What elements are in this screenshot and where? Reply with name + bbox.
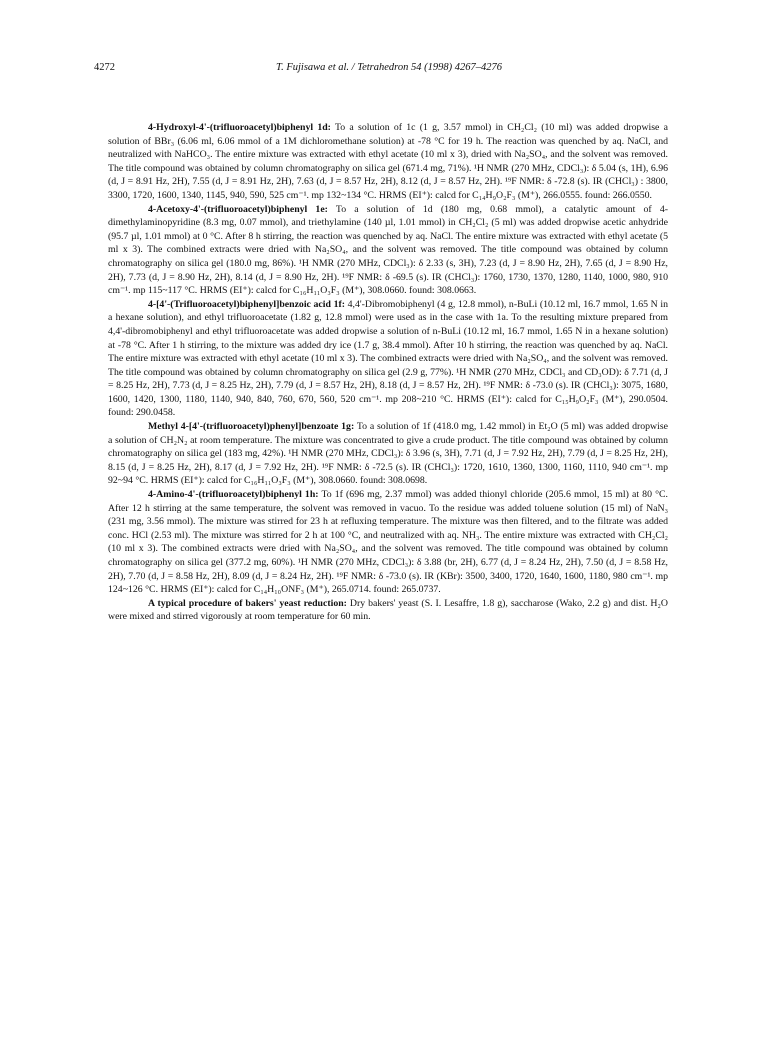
compound-heading: 4-Hydroxyl-4'-(trifluoroacetyl)biphenyl 1d:: [148, 122, 331, 133]
paragraph-text: To 1f (696 mg, 2.37 mmol) was added thionyl chloride (205.6 mmol, 15 ml) at 80 °C. After 12 h stirring at the same temperature, the solvent was removed in vacuo. To the residue was added toluene solution (15 ml) of NaN₃ (231 mg, 3.56 mmol). The mixture was stirred for 23 h at refluxing temperature. The mixture was then filtered, and to the filtrate was added conc. HCl (2.53 ml). The mixture was stirred for 2 h at 100 °C, and neutralized with aq. NH₃. The entire mixture was extracted with CH₂Cl₂ (10 ml x 3). The combined extracts were dried with Na₂SO₄, and the solvent was removed. The title compound was obtained by column chromatography on silica gel (377.2 mg, 60%). ¹H NMR (270 MHz, CDCl₃): δ 3.88 (br, 2H), 6.77 (d, J = 8.24 Hz, 2H), 7.50 (d, J = 8.58 Hz, 2H), 7.70 (d, J = 8.58 Hz, 2H), 8.09 (d, J = 8.24 Hz, 2H). ¹⁹F NMR: δ -73.0 (s). IR (KBr): 3500, 3400, 1720, 1640, 1600, 1180, 980 cm⁻¹. mp 124~126 °C. HRMS (EI⁺): calcd for C₁₄H₁₀ONF₃ (M⁺), 265.0714. found: 265.0737.: [108, 489, 668, 596]
paragraph-1g: [108, 420, 668, 488]
paragraph-1e: [108, 203, 668, 298]
paragraph-1h: [108, 488, 668, 597]
paragraph-1f: [108, 298, 668, 420]
compound-heading: 4-Acetoxy-4'-(trifluoroacetyl)biphenyl 1e:: [148, 203, 328, 215]
page-number: 4272: [94, 62, 115, 73]
running-head: T. Fujisawa et al. / Tetrahedron 54 (1998) 4267–4276: [276, 62, 502, 73]
compound-heading: 4-Amino-4'-(trifluoroacetyl)biphenyl 1h:: [148, 489, 319, 501]
paragraph-text: To a solution of 1d (180 mg, 0.68 mmol), a catalytic amount of 4-dimethylaminopyridine (8.3 mg, 0.07 mmol), and triethylamine (140 µl, 1.01 mmol) in CH₂Cl₂ (5 ml) was added dropwise acetic anhydride (95.7 µl, 1.01 mmol) at 0 °C. After 8 h stirring, the reaction was quenched by aq. NaCl. The entire mixture was extracted with ethyl acetate (5 ml x 3). The combined extracts were dried with Na₂SO₄, and the solvent was removed. The title compound was obtained by column chromatography on silica gel (180.0 mg, 86%). ¹H NMR (270 MHz, CDCl₃): δ 2.33 (s, 3H), 7.23 (d, J = 8.90 Hz, 2H), 7.65 (d, J = 8.90 Hz, 2H), 7.73 (d, J = 8.90 Hz, 2H), 8.14 (d, J = 8.90 Hz, 2H). ¹⁹F NMR: δ -69.5 (s). IR (CHCl₃): 1760, 1730, 1370, 1280, 1140, 1000, 980, 910 cm⁻¹. mp 115~117 °C. HRMS (EI⁺): calcd for C₁₆H₁₁O₃F₃ (M⁺), 308.0660. found: 308.0663.: [108, 203, 668, 297]
page-header: [94, 62, 684, 78]
paragraph-text: 4,4'-Dibromobiphenyl (4 g, 12.8 mmol), n-BuLi (10.12 ml, 16.7 mmol, 1.65 N in a hexane solution), and ethyl trifluoroacetate (1.82 g, 12.8 mmol) were used as in the case with 1a. To the resulting mixture prepared from 4,4'-dibromobiphenyl and ethyl trifluoroacetate was added dropwise a solution of n-BuLi (10.12 ml, 16.7 mmol, 1.65 N in a hexane solution) at -78 °C. After 1 h stirring, to the mixture was added dry ice (1.7 g, 38.4 mmol). After 10 h stirring, the reaction was quenched by aq. NaCl. The entire mixture was extracted with ethyl acetate (10 ml x 3). The combined extracts were dried with Na₂SO₄, and the solvent was removed. The title compound was obtained by column chromatography on silica gel (2.9 g, 77%). ¹H NMR (270 MHz, CDCl₃ and CD₃OD): δ 7.71 (d, J = 8.25 Hz, 2H), 7.73 (d, J = 8.25 Hz, 2H), 7.79 (d, J = 8.57 Hz, 2H), 8.18 (d, J = 8.57 Hz, 2H). ¹⁹F NMR: δ -73.0 (s). IR (CHCl₃): 3075, 1680, 1600, 1420, 1300, 1180, 1140, 940, 840, 760, 670, 560, 520 cm⁻¹. mp 208~210 °C. HRMS (EI⁺): calcd for C₁₅H₉O₂F₃ (M⁺), 290.0504. found: 290.0458.: [108, 298, 668, 419]
paragraph-1d: [108, 121, 668, 203]
compound-heading: 4-[4'-(Trifluoroacetyl)biphenyl]benzoic acid 1f:: [148, 298, 345, 310]
paragraph-yeast-procedure: [108, 597, 668, 624]
paragraph-text: To a solution of 1c (1 g, 3.57 mmol) in CH₂Cl₂ (10 ml) was added dropwise a solution of BBr₃ (6.06 ml, 6.06 mmol of a 1M dichloromethane solution) at -78 °C for 19 h. The reaction was quenched by aq. NaCl, and neutralized with NaHCO₃. The entire mixture was extracted with ethyl acetate (10 ml x 3), dried with Na₂SO₄, and the solvent was removed. The title compound was obtained by column chromatography on silica gel (671.4 mg, 71%). ¹H NMR (270 MHz, CDCl₃): δ 5.04 (s, 1H), 6.96 (d, J = 8.91 Hz, 2H), 7.55 (d, J = 8.91 Hz, 2H), 7.63 (d, J = 8.57 Hz, 2H), 8.12 (d, J = 8.57 Hz, 2H). ¹⁹F NMR: δ -72.8 (s). IR (CHCl₃) : 3800, 3300, 1720, 1600, 1340, 1145, 940, 590, 525 cm⁻¹. mp 132~134 °C. HRMS (EI⁺): calcd for C₁₄H₉O₂F₃ (M⁺), 266.0555. found: 266.0550.: [108, 122, 668, 201]
procedure-heading: A typical procedure of bakers' yeast reduction:: [148, 597, 347, 609]
paragraph-text: To a solution of 1f (418.0 mg, 1.42 mmol) in Et₂O (5 ml) was added dropwise a solution of CH₂N₂ at room temperature. The mixture was concentrated to give a crude product. The title compound was obtained by column chromatography on silica gel (183 mg, 42%). ¹H NMR (270 MHz, CDCl₃): δ 3.96 (s, 3H), 7.71 (d, J = 7.92 Hz, 2H), 7.79 (d, J = 8.25 Hz, 2H), 8.15 (d, J = 8.25 Hz, 2H), 8.17 (d, J = 7.92 Hz, 2H). ¹⁹F NMR: δ -72.5 (s). IR (CHCl₃): 1720, 1610, 1360, 1300, 1160, 1110, 940 cm⁻¹. mp 92~94 °C. HRMS (EI⁺): calcd for C₁₆H₁₁O₃F₃ (M⁺), 308.0660. found: 308.0698.: [108, 421, 668, 487]
compound-heading: Methyl 4-[4'-(trifluoroacetyl)phenyl]benzoate 1g:: [148, 421, 355, 433]
paragraph-text: Dry bakers' yeast (S. I. Lesaffre, 1.8 g), saccharose (Wako, 2.2 g) and dist. H₂O were mixed and stirred vigorously at room temperature for 60 min.: [108, 597, 668, 623]
article-body: [108, 121, 668, 624]
